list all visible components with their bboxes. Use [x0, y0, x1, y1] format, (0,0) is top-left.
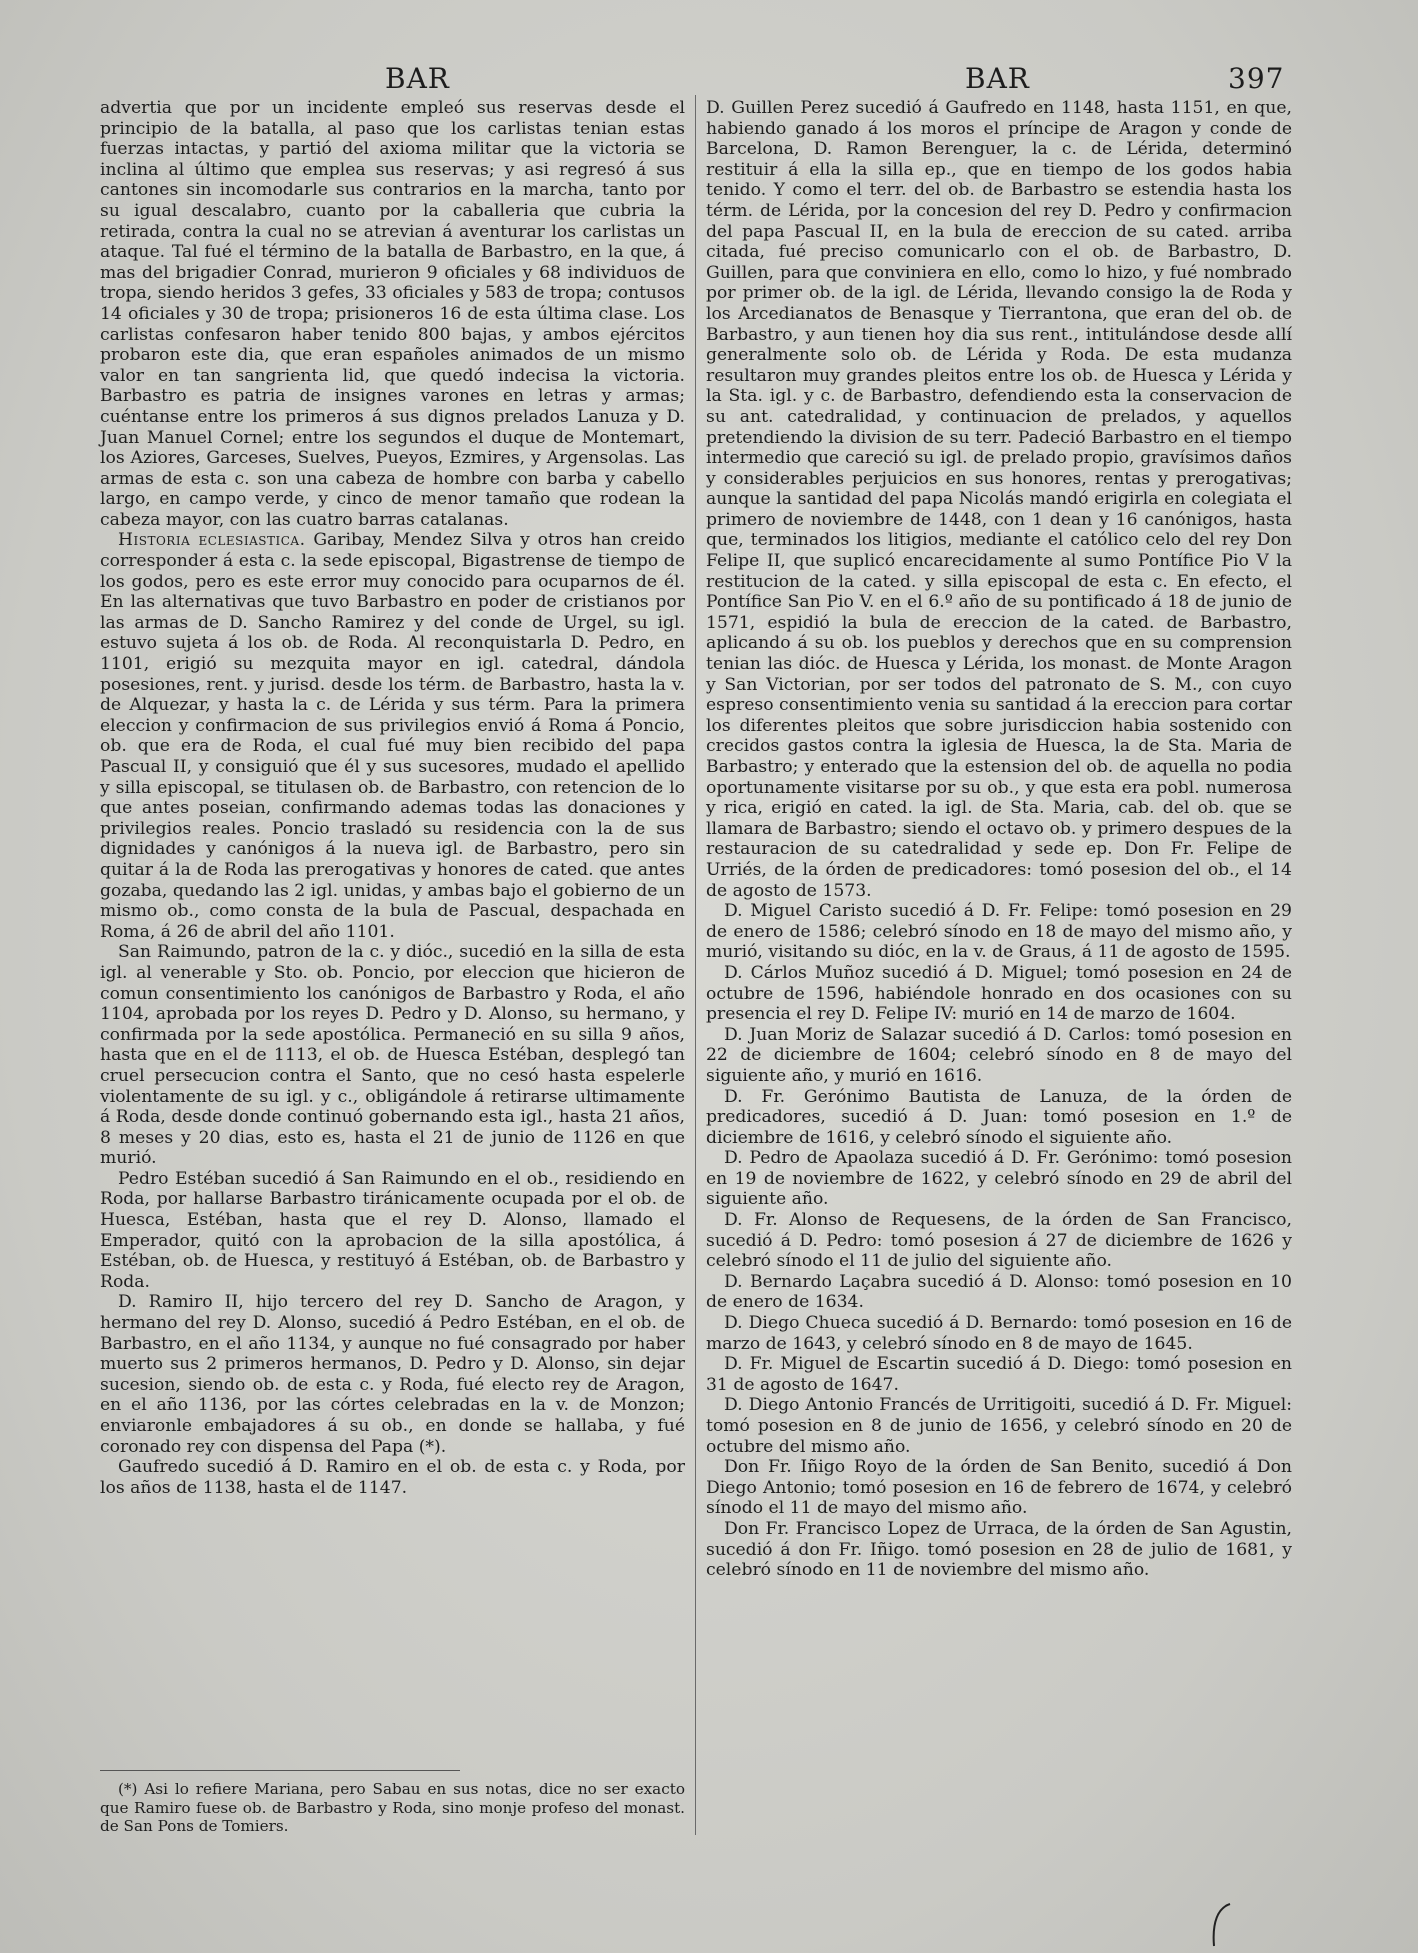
paragraph: advertia que por un incidente empleó sus reservas desde el principio de la batalla, al paso que los carlistas tenian estas fuerzas intactas, y partió del axioma militar que la victoria se inclina al último que emplea sus reservas; y asi regresó á sus cantones sin incomodarle sus contrarios en la marcha, tanto por su igual descalabro, cuanto por la caballeria que cubria la retirada, contra la cual no se atrevian á aventurar los carlistas un ataque. Tal fué el término de la batalla de Barbastro, en la que, á mas del brigadier Conrad, murieron 9 oficiales y 68 individuos de tropa, siendo heridos 3 gefes, 33 oficiales y 583 de tropa; contusos 14 oficiales y 30 de tropa; prisioneros 16 de esta última clase. Los carlistas confesaron haber tenido 800 bajas, y ambos ejércitos probaron este dia, que eran españoles animados de un mismo valor en tan sangrienta lid, que quedó indecisa la victoria. Barbastro es patria de insignes varones en letras y armas; cuéntanse entre los primeros á sus dignos prelados Lanuza y D. Juan Manuel Cornel; entre los segundos el duque de Montemart, los Aziores, Garceses, Suelves, Pueyos, Ezmires, y Argensolas. Las armas de esta c. son una cabeza de hombre con barba y cabello largo, en campo verde, y cinco de menor tamaño que rodean la cabeza mayor, con las cuatro barras catalanas. [100, 98, 685, 530]
paragraph: D. Guillen Perez sucedió á Gaufredo en 1148, hasta 1151, en que, habiendo ganado á los moros el príncipe de Aragon y conde de Barcelona, D. Ramon Berenguer, la c. de Lérida, determinó restituir á ella la silla ep., que en tiempo de los godos habia tenido. Y como el terr. del ob. de Barbastro se estendia hasta los térm. de Lérida, por la concesion del rey D. Pedro y confirmacion del papa Pascual II, en la bula de ereccion de su cated. arriba citada, fué preciso comunicarlo con el ob. de Barbastro, D. Guillen, para que conviniera en ello, como lo hizo, y fué nombrado por primer ob. de la igl. de Lérida, llevando consigo la de Roda y los Arcedianatos de Benasque y Tierrantona, que eran del ob. de Barbastro, y aun tienen hoy dia sus rent., intitulándose desde allí generalmente solo ob. de Lérida y Roda. De esta mudanza resultaron muy grandes pleitos entre los ob. de Huesca y Lérida y la Sta. igl. y c. de Barbastro, defendiendo esta la conservacion de su ant. catedralidad, y continuacion de prelados, y aquellos pretendiendo la division de su terr. Padeció Barbastro en el tiempo intermedio que careció su igl. de prelado propio, gravísimos daños y considerables perjuicios en sus honores, rentas y prerogativas; aunque la santidad del papa Nicolás mandó erigirla en colegiata el primero de noviembre de 1448, con 1 dean y 16 canónigos, hasta que, terminados los litigios, mediante el católico celo del rey Don Felipe II, que suplicó encarecidamente al sumo Pontífice Pio V la restitucion de la cated. y silla episcopal de esta c. En efecto, el Pontífice San Pio V. en el 6.º año de su pontificado á 18 de junio de 1571, espidió la bula de ereccion de la cated. de Barbastro, aplicando á su ob. los pueblos y derechos que en su comprension tenian las dióc. de Huesca y Lérida, los monast. de Monte Aragon y San Victorian, por ser todos del patronato de S. M., con cuyo espreso consentimiento venia su santidad á la ereccion para cortar los diferentes pleitos que sobre jurisdiccion habia sostenido con crecidos gastos contra la iglesia de Huesca, la de Sta. Maria de Barbastro; y enterado que la estension del ob. de aquella no podia oportunamente visitarse por su ob., y que esta era pobl. numerosa y rica, erigió en cated. la igl. de Sta. Maria, cab. del ob. que se llamara de Barbastro; siendo el octavo ob. y primero despues de la restauracion de su catedralidad y sede ep. Don Fr. Felipe de Urriés, de la órden de predicadores: tomó posesion del ob., el 14 de agosto de 1573. [706, 98, 1292, 901]
paragraph: Don Fr. Iñigo Royo de la órden de San Benito, sucedió á Don Diego Antonio; tomó posesion en 16 de febrero de 1674, y celebró sínodo el 11 de mayo del mismo año. [706, 1457, 1292, 1519]
paragraph: D. Fr. Alonso de Requesens, de la órden de San Francisco, sucedió á D. Pedro: tomó posesion á 27 de diciembre de 1626 y celebró sínodo el 11 de julio del siguiente año. [706, 1210, 1292, 1272]
footnote [100, 1780, 685, 1836]
paragraph: D. Juan Moriz de Salazar sucedió á D. Carlos: tomó posesion en 22 de diciembre de 1604; celebró sínodo en 8 de mayo del siguiente año, y murió en 1616. [706, 1024, 1292, 1086]
paragraph: D. Fr. Gerónimo Bautista de Lanuza, de la órden de predicadores, sucedió á D. Juan: tomó posesion en 1.º de diciembre de 1616, y celebró sínodo el siguiente año. [706, 1086, 1292, 1148]
column-divider [695, 95, 696, 1835]
footnote-rule [100, 1770, 460, 1771]
running-head-left: BAR [385, 62, 450, 95]
paragraph: D. Pedro de Apaolaza sucedió á D. Fr. Gerónimo: tomó posesion en 19 de noviembre de 1622, y celebró sínodo en 29 de abril del siguiente año. [706, 1148, 1292, 1210]
paragraph: San Raimundo, patron de la c. y dióc., sucedió en la silla de esta igl. al venerable y Sto. ob. Poncio, por eleccion que hicieron de comun consentimiento los canónigos de Barbastro y Roda, el año 1104, aprobada por los reyes D. Pedro y D. Alonso, su hermano, y confirmada por la sede apostólica. Permaneció en su silla 9 años, hasta que en el de 1113, el ob. de Huesca Estéban, desplegó tan cruel persecucion contra el Santo, que no cesó hasta espelerle violentamente de su igl. y c., obligándole á retirarse ultimamente á Roda, desde donde continuó gobernando esta igl., hasta 21 años, 8 meses y 20 dias, esto es, hasta el 21 de junio de 1126 en que murió. [100, 942, 685, 1169]
paragraph-text: Garibay, Mendez Silva y otros han creido corresponder á esta c. la sede episcopal, Bigastrense de tiempo de los godos, pero es este error muy conocido para ocuparnos de él. En las alternativas que tuvo Barbastro en poder de cristianos por las armas de D. Sancho Ramirez y del conde de Urgel, su igl. estuvo sujeta á los ob. de Roda. Al reconquistarla D. Pedro, en 1101, erigió su mezquita mayor en igl. catedral, dándola posesiones, rent. y jurisd. desde los térm. de Barbastro, hasta la v. de Alquezar, y hasta la c. de Lérida y sus térm. Para la primera eleccion y confirmacion de sus privilegios envió á Roma á Poncio, ob. que era de Roda, el cual fué muy bien recibido del papa Pascual II, y consiguió que él y sus sucesores, mudado el apellido y silla episcopal, se titulasen ob. de Barbastro, con retencion de lo que antes poseian, confirmando ademas todas las donaciones y privilegios reales. Poncio trasladó su residencia con la de sus dignidades y canónigos á la nueva igl. de Barbastro, pero sin quitar á la de Roda las prerogativas y honores de cated. que antes gozaba, quedando las 2 igl. unidas, y ambas bajo el gobierno de un mismo ob., como consta de la bula de Pascual, despachada en Roma, á 26 de abril del año 1101. [100, 530, 685, 942]
paragraph: Gaufredo sucedió á D. Ramiro en el ob. de esta c. y Roda, por los años de 1138, hasta el de 1147. [100, 1457, 685, 1498]
section-label: Historia eclesiastica. [118, 530, 306, 551]
pen-mark-icon [1200, 1900, 1240, 1950]
paragraph: Don Fr. Francisco Lopez de Urraca, de la órden de San Agustin, sucedió á don Fr. Iñigo. tomó posesion en 28 de julio de 1681, y celebró sínodo en 11 de noviembre del mismo año. [706, 1518, 1292, 1581]
paragraph: D. Ramiro II, hijo tercero del rey D. Sancho de Aragon, y hermano del rey D. Alonso, sucedió á Pedro Estéban, en el ob. de Barbastro, en el año 1134, y aunque no fué consagrado por haber muerto sus 2 primeros hermanos, D. Pedro y D. Alonso, sin dejar sucesion, siendo ob. de esta c. y Roda, fué electo rey de Aragon, en el año 1136, por las córtes celebradas en la v. de Monzon; enviaronle embajadores á su ob., en donde se hallaba, y fué coronado rey con dispensa del Papa (*). [100, 1292, 685, 1457]
paragraph: D. Cárlos Muñoz sucedió á D. Miguel; tomó posesion en 24 de octubre de 1596, habiéndole honrado en dos ocasiones con su presencia el rey D. Felipe IV: murió en 14 de marzo de 1604. [706, 962, 1292, 1025]
paragraph: D. Fr. Miguel de Escartin sucedió á D. Diego: tomó posesion en 31 de agosto de 1647. [706, 1354, 1292, 1395]
footnote-text: (*) Asi lo refiere Mariana, pero Sabau en sus notas, dice no ser exacto que Ramiro fuese ob. de Barbastro y Roda, sino monje profeso del monast. de San Pons de Tomiers. [100, 1780, 685, 1835]
page-number: 397 [1228, 62, 1285, 95]
running-head-right: BAR [965, 62, 1030, 95]
paragraph: D. Bernardo Laçabra sucedió á D. Alonso: tomó posesion en 10 de enero de 1634. [706, 1271, 1292, 1313]
paragraph-historia [100, 530, 685, 942]
left-column [100, 98, 685, 1498]
paragraph: Pedro Estéban sucedió á San Raimundo en el ob., residiendo en Roda, por hallarse Barbastro tiránicamente ocupada por el ob. de Huesca, Estéban, hasta que el rey D. Alonso, llamado el Emperador, quitó con la aprobacion de la silla apostólica, á Estéban, ob. de Huesca, y restituyó á Estéban, ob. de Barbastro y Roda. [100, 1168, 685, 1292]
paragraph: D. Miguel Caristo sucedió á D. Fr. Felipe: tomó posesion en 29 de enero de 1586; celebró sínodo en 18 de mayo del mismo año, y murió, visitando su dióc, en la v. de Graus, á 11 de agosto de 1595. [706, 901, 1292, 963]
right-column [706, 98, 1292, 1581]
paragraph: D. Diego Chueca sucedió á D. Bernardo: tomó posesion en 16 de marzo de 1643, y celebró sínodo en 8 de mayo de 1645. [706, 1313, 1292, 1354]
paragraph: D. Diego Antonio Francés de Urritigoiti, sucedió á D. Fr. Miguel: tomó posesion en 8 de junio de 1656, y celebró sínodo en 20 de octubre del mismo año. [706, 1395, 1292, 1457]
